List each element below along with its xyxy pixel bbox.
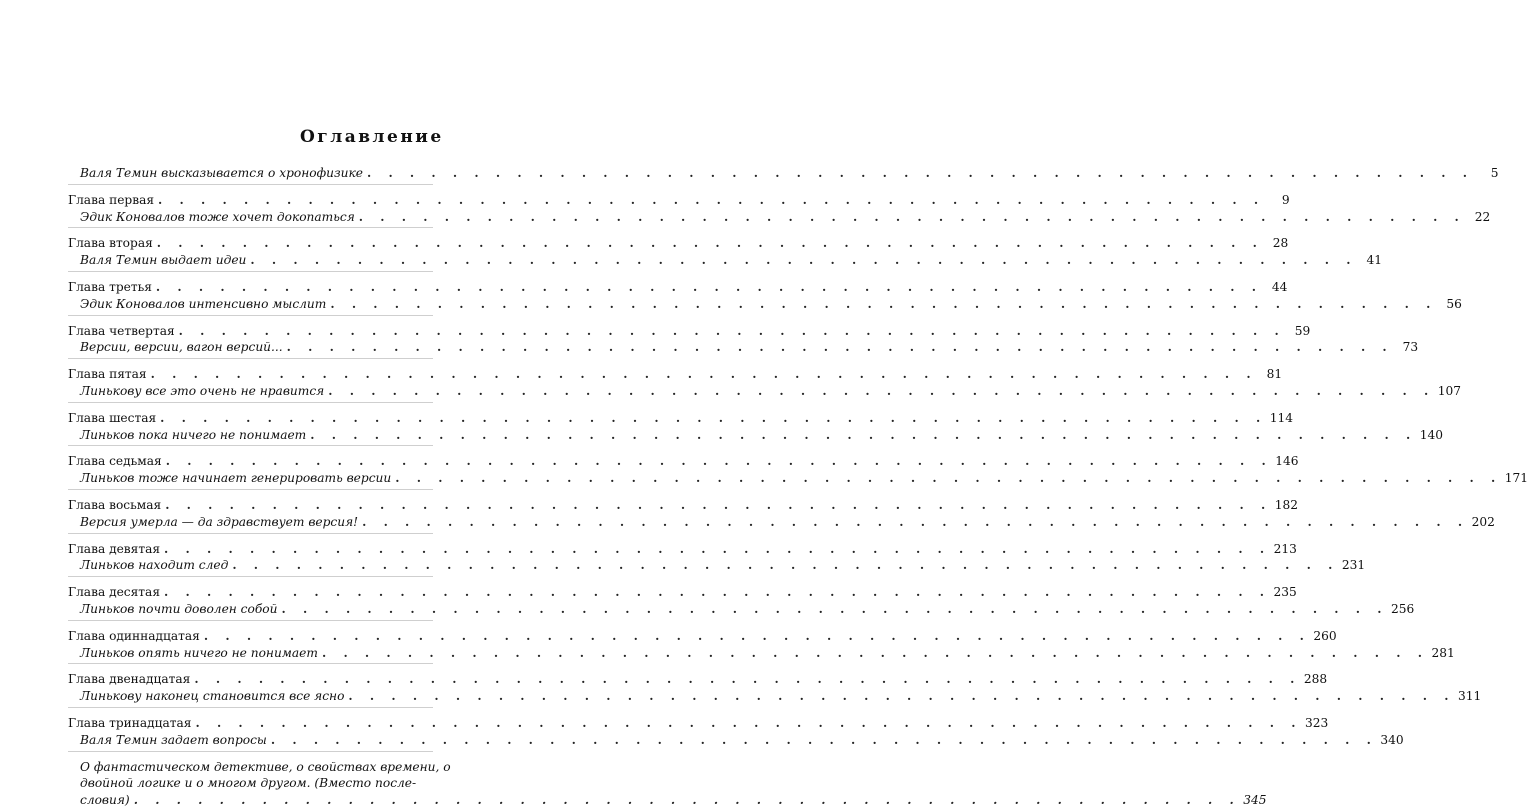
toc-entry-title: Глава десятая bbox=[68, 585, 161, 600]
toc-chapter-entry bbox=[68, 671, 1328, 688]
toc-page-number: 288 bbox=[1303, 672, 1328, 687]
toc-page-number: 260 bbox=[1313, 628, 1337, 643]
toc-entry-title: Линьков пока ничего не понимает bbox=[80, 427, 307, 442]
toc-entry-title: Глава первая bbox=[68, 192, 155, 207]
toc-page-number: 41 bbox=[1366, 253, 1382, 268]
toc-page-number: 202 bbox=[1471, 514, 1495, 529]
toc-page-number: 140 bbox=[1419, 427, 1444, 442]
toc-entry-title: Глава вторая bbox=[68, 236, 153, 251]
toc-page-number: 114 bbox=[1269, 410, 1293, 425]
toc-page-number: 59 bbox=[1294, 323, 1311, 338]
dot-leader: . . . . . . . . . . . . . . . . . . . . . . . . . . . . . . . . . . . . . . . . . . . . . . . . . . . . bbox=[250, 253, 1357, 268]
dot-leader: . . . . . . . . . . . . . . . . . . . . . . . . . . . . . . . . . . . . . . . . . . . . . . . . . . . . bbox=[348, 689, 1455, 704]
dot-leader: . . . . . . . . . . . . . . . . . . . . . . . . . . . . . . . . . . . . . . . . . . . . . . . . . . . . bbox=[133, 793, 1241, 808]
toc-entry-title: Эдик Коновалов интенсивно мыслит bbox=[80, 296, 327, 311]
toc-entry-title: Глава девятая bbox=[68, 541, 161, 556]
toc-entry-title: Версия умерла — да здравствует версия! bbox=[80, 514, 359, 529]
dot-leader: . . . . . . . . . . . . . . . . . . . . . . . . . . . . . . . . . . . . . . . . . . . . . . . . . . . . bbox=[395, 471, 1502, 486]
toc-chapter-entry bbox=[68, 497, 1298, 514]
dot-leader: . . . . . . . . . . . . . . . . . . . . . . . . . . . . . . . . . . . . . . . . . . . . . . . . . . . . bbox=[362, 514, 1469, 529]
toc-group bbox=[68, 584, 1415, 621]
toc-entry-title: Глава седьмая bbox=[68, 454, 162, 469]
toc-page-number: 340 bbox=[1380, 732, 1404, 747]
dot-leader: . . . . . . . . . . . . . . . . . . . . . . . . . . . . . . . . . . . . . . . . . . . . . . . . . . . . bbox=[203, 628, 1311, 643]
toc-page-number: 171 bbox=[1504, 471, 1528, 486]
toc-group bbox=[68, 497, 1495, 534]
toc-entry-title: Валя Темин высказывается о хронофизике bbox=[80, 166, 363, 180]
toc-section-entry bbox=[68, 645, 1455, 662]
toc-chapter-entry bbox=[68, 366, 1283, 383]
afterword-title-line: О фантастическом детективе, о свойствах времени, о bbox=[80, 759, 451, 774]
toc-group bbox=[68, 235, 1382, 272]
toc-page-number: 9 bbox=[1281, 192, 1290, 207]
toc-chapter-entry bbox=[68, 410, 1293, 427]
dot-leader: . . . . . . . . . . . . . . . . . . . . . . . . . . . . . . . . . . . . . . . . . . . . . . . . . . . . bbox=[270, 732, 1378, 747]
toc-section-entry bbox=[68, 383, 1462, 400]
toc-group bbox=[68, 192, 1491, 229]
toc-page-number: 73 bbox=[1402, 340, 1419, 355]
toc-page-number: 28 bbox=[1272, 236, 1289, 251]
dot-leader: . . . . . . . . . . . . . . . . . . . . . . . . . . . . . . . . . . . . . . . . . . . . . . . . . . . . bbox=[165, 497, 1272, 512]
toc-page-number: 213 bbox=[1273, 541, 1297, 556]
table-of-contents bbox=[68, 165, 1528, 809]
dot-leader: . . . . . . . . . . . . . . . . . . . . . . . . . . . . . . . . . . . . . . . . . . . . . . . . . . . . bbox=[232, 558, 1339, 573]
dot-leader: . . . . . . . . . . . . . . . . . . . . . . . . . . . . . . . . . . . . . . . . . . . . . . . . . . . . bbox=[321, 645, 1429, 660]
toc-page-number: 22 bbox=[1474, 209, 1491, 224]
toc-entry-title: Линьков почти доволен собой bbox=[80, 601, 278, 616]
toc-section-entry bbox=[68, 688, 1482, 705]
toc-entry-title: Глава одиннадцатая bbox=[68, 628, 200, 643]
dot-leader: . . . . . . . . . . . . . . . . . . . . . . . . . . . . . . . . . . . . . . . . . . . . . . . . . . . . bbox=[310, 427, 1417, 442]
toc-page-number: 182 bbox=[1274, 497, 1298, 512]
toc-entry-title: Линькову наконец становится все ясно bbox=[80, 689, 345, 704]
afterword-title-line: двойной логике и о многом другом. (Вместо после- bbox=[80, 776, 417, 791]
toc-page-number: 56 bbox=[1446, 296, 1462, 311]
toc-entry-title: Линькову все это очень не нравится bbox=[80, 383, 325, 398]
dot-leader: . . . . . . . . . . . . . . . . . . . . . . . . . . . . . . . . . . . . . . . . . . . . . . . . . . . . bbox=[195, 715, 1302, 730]
toc-page-number: 256 bbox=[1391, 601, 1415, 616]
toc-group bbox=[68, 715, 1404, 752]
toc-section-entry bbox=[68, 296, 1462, 313]
toc-section-entry bbox=[68, 470, 1528, 487]
dot-leader: . . . . . . . . . . . . . . . . . . . . . . . . . . . . . . . . . . . . . . . . . . . . . . . . . . . . bbox=[358, 209, 1466, 224]
toc-group bbox=[68, 453, 1528, 490]
toc-group bbox=[68, 410, 1444, 447]
toc-chapter-entry bbox=[68, 541, 1297, 558]
toc-page-number: 81 bbox=[1266, 367, 1283, 382]
dot-leader: . . . . . . . . . . . . . . . . . . . . . . . . . . . . . . . . . . . . . . . . . . . . . . . . . . . . bbox=[150, 367, 1258, 382]
toc-page-number: 107 bbox=[1437, 383, 1462, 398]
dot-leader: . . . . . . . . . . . . . . . . . . . . . . . . . . . . . . . . . . . . . . . . . . . . . . . . . . . . bbox=[281, 601, 1389, 616]
toc-chapter-entry bbox=[68, 715, 1329, 732]
toc-page-number: 231 bbox=[1341, 558, 1366, 573]
toc-section-entry bbox=[68, 427, 1444, 444]
toc-section-entry bbox=[68, 601, 1415, 618]
toc-page-number: 235 bbox=[1273, 585, 1297, 600]
dot-leader: . . . . . . . . . . . . . . . . . . . . . . . . . . . . . . . . . . . . . . . . . . . . . . . . . . . . bbox=[165, 454, 1273, 469]
toc-chapter-entry bbox=[68, 235, 1289, 252]
toc-entry-title: Глава пятая bbox=[68, 367, 147, 382]
toc-section-entry bbox=[68, 732, 1404, 749]
toc-section-entry bbox=[68, 252, 1382, 269]
afterword-title-end: словия) bbox=[80, 793, 130, 808]
toc-section-entry bbox=[68, 557, 1366, 574]
dot-leader: . . . . . . . . . . . . . . . . . . . . . . . . . . . . . . . . . . . . . . . . . . . . . . . . . . . . bbox=[158, 192, 1265, 207]
toc-chapter-entry bbox=[68, 192, 1290, 209]
toc-entry-title: Линьков тоже начинает генерировать версии bbox=[80, 471, 392, 486]
dot-leader: . . . . . . . . . . . . . . . . . . . . . . . . . . . . . . . . . . . . . . . . . . . . . . . . . . . . bbox=[164, 585, 1271, 600]
dot-leader: . . . . . . . . . . . . . . . . . . . . . . . . . . . . . . . . . . . . . . . . . . . . . . . . . . . . bbox=[156, 236, 1264, 251]
dot-leader: . . . . . . . . . . . . . . . . . . . . . . . . . . . . . . . . . . . . . . . . . . . . . . . . . . . . bbox=[164, 541, 1271, 556]
toc-entry-title: Валя Темин задает вопросы bbox=[80, 732, 267, 747]
toc-entry-title: Глава тринадцатая bbox=[68, 715, 192, 730]
afterword-last-line bbox=[68, 792, 1267, 809]
toc-section-entry bbox=[68, 165, 1499, 182]
toc-chapter-entry bbox=[68, 279, 1288, 296]
toc-group bbox=[68, 541, 1366, 578]
toc-group bbox=[68, 366, 1462, 403]
toc-section-entry bbox=[68, 209, 1491, 226]
toc-chapter-entry bbox=[68, 453, 1299, 470]
dot-leader: . . . . . . . . . . . . . . . . . . . . . . . . . . . . . . . . . . . . . . . . . . . . . . . . . . . . bbox=[178, 323, 1286, 338]
toc-entry-title: Версии, версии, вагон версий... bbox=[80, 340, 283, 355]
dot-leader: . . . . . . . . . . . . . . . . . . . . . . . . . . . . . . . . . . . . . . . . . . . . . . . . . . . . bbox=[194, 672, 1301, 687]
toc-entry-title: Глава третья bbox=[68, 279, 152, 294]
toc-group bbox=[68, 279, 1462, 316]
toc-entry-title: Глава восьмая bbox=[68, 497, 162, 512]
dot-leader: . . . . . . . . . . . . . . . . . . . . . . . . . . . . . . . . . . . . . . . . . . . . . . . . . . . . bbox=[330, 296, 1437, 311]
dot-leader: . . . . . . . . . . . . . . . . . . . . . . . . . . . . . . . . . . . . . . . . . . . . . . . . . . . . bbox=[160, 410, 1267, 425]
toc-entry-title: Линьков находит след bbox=[80, 558, 229, 573]
toc-page-number: 311 bbox=[1457, 689, 1482, 704]
toc-entry-title: Валя Темин выдает идеи bbox=[80, 253, 247, 268]
toc-section-entry bbox=[68, 339, 1419, 356]
toc-entry-title: Глава двенадцатая bbox=[68, 672, 191, 687]
toc-group bbox=[68, 323, 1419, 360]
toc-page-number: 323 bbox=[1304, 715, 1329, 730]
toc-group bbox=[68, 165, 1499, 185]
toc-page-number: 44 bbox=[1271, 279, 1288, 294]
toc-entry-title: Глава шестая bbox=[68, 410, 157, 425]
page-title: Оглавление bbox=[300, 127, 444, 147]
toc-afterword-entry bbox=[68, 759, 1267, 809]
toc-section-entry bbox=[68, 514, 1495, 531]
toc-chapter-entry bbox=[68, 323, 1311, 340]
toc-page-number: 281 bbox=[1431, 645, 1455, 660]
toc-group bbox=[68, 628, 1455, 665]
dot-leader: . . . . . . . . . . . . . . . . . . . . . . . . . . . . . . . . . . . . . . . . . . . . . . . . . . . . bbox=[286, 340, 1394, 355]
dot-leader: . . . . . . . . . . . . . . . . . . . . . . . . . . . . . . . . . . . . . . . . . . . . . . . . . . . . bbox=[328, 383, 1435, 398]
toc-page-number: 146 bbox=[1275, 454, 1299, 469]
toc-entry-title: Линьков опять ничего не понимает bbox=[80, 645, 318, 660]
toc-page-number: 345 bbox=[1243, 793, 1267, 808]
toc-entry-title: Эдик Коновалов тоже хочет докопаться bbox=[80, 209, 355, 224]
toc-page-number: 5 bbox=[1490, 166, 1499, 180]
toc-chapter-entry bbox=[68, 584, 1297, 601]
toc-entry-title: Глава четвертая bbox=[68, 323, 175, 338]
toc-group bbox=[68, 671, 1482, 708]
dot-leader: . . . . . . . . . . . . . . . . . . . . . . . . . . . . . . . . . . . . . . . . . . . . . . . . . . . . bbox=[155, 279, 1263, 294]
dot-leader: . . . . . . . . . . . . . . . . . . . . . . . . . . . . . . . . . . . . . . . . . . . . . . . . . . . . bbox=[366, 166, 1474, 180]
toc-chapter-entry bbox=[68, 628, 1337, 645]
